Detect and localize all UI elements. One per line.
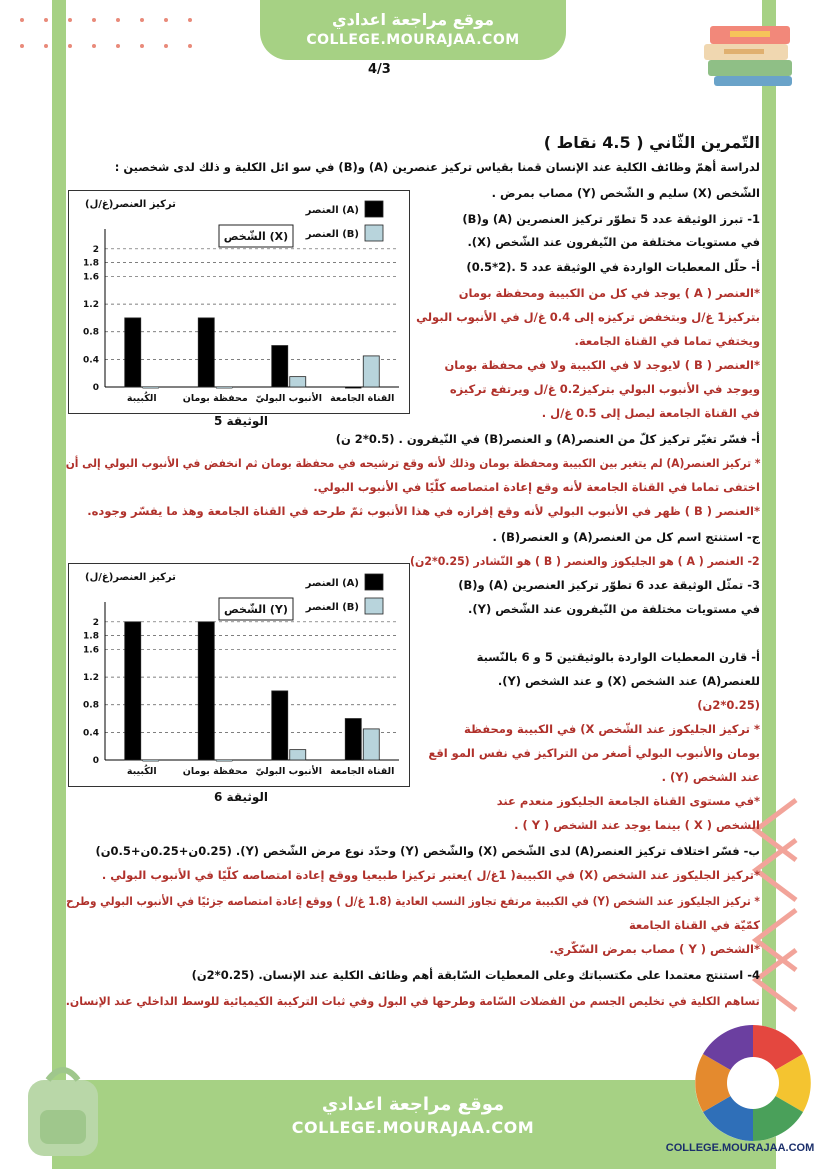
- chart-legend-label: العنصر (B): [305, 229, 359, 240]
- chart-doc6-caption: الوثيقة 6: [214, 790, 268, 804]
- decor-dot: [188, 18, 192, 22]
- chart-bar: [272, 346, 288, 387]
- page-number: 4/3: [368, 62, 391, 77]
- text-line: في مستويات مختلفة من النّيفرون عند الشّخص (Y).: [467, 602, 760, 616]
- chart-doc5: [68, 190, 410, 414]
- text-line: أ- قارن المعطيات الواردة بالوثيقتين 5 و 6 بالنّسبة: [476, 650, 760, 664]
- chart-bar: [290, 377, 306, 387]
- chart-legend-label: العنصر (A): [305, 578, 359, 589]
- text-line: (0.25*2ن): [697, 698, 760, 712]
- chart-bar: [125, 318, 141, 387]
- text-line: *العنصر ( B ) ظهر في الأنبوب البولي لأنه وقع إفرازه في هذا الأنبوب ثمّ طرحه في القناة الجامعة وهذ ما يفسّر وجوده.: [87, 504, 760, 518]
- chart-tick-label: 1.2: [83, 300, 99, 311]
- chart-tick-label: 0.8: [83, 700, 99, 711]
- decor-dot: [164, 18, 168, 22]
- chart-tick-label: 2: [92, 244, 99, 255]
- decor-dot: [44, 18, 48, 22]
- chart-category-label: القناة الجامعة: [330, 766, 395, 777]
- footer-corner-site[interactable]: COLLEGE.MOURAJAA.COM: [665, 1142, 815, 1154]
- chart-bar: [272, 691, 288, 760]
- footer-banner: [262, 1084, 564, 1154]
- chart-category-label: محفظة بومان: [182, 393, 248, 404]
- decor-dot: [68, 44, 72, 48]
- chart-legend-swatch: [365, 225, 383, 241]
- chart-bar: [198, 622, 214, 760]
- text-line: * تركيز الجليكوز عند الشّخص X) في الكبيبة ومحفظة: [464, 722, 760, 736]
- decor-dot: [116, 44, 120, 48]
- backpack-icon: [20, 1060, 106, 1160]
- text-line: *في مستوى القناة الجامعة الجليكوز منعدم عند: [496, 794, 760, 808]
- text-line: في مستويات مختلفة من النّيفرون عند الشّخص (X).: [467, 235, 760, 249]
- chart-tick-label: 0.4: [83, 728, 99, 739]
- text-line: ويوجد في الأنبوب البولي بتركيز0.2 غ/ل ويرتفع تركيزه: [449, 382, 760, 396]
- text-line: التّمرين الثّاني ( 4.5 نقاط ): [543, 133, 760, 152]
- decor-dot: [68, 18, 72, 22]
- chart-tick-label: 1.8: [83, 258, 99, 269]
- chart-doc5-caption: الوثيقة 5: [214, 414, 268, 428]
- header-site-ar: موقع مراجعة اعدادي: [331, 10, 495, 29]
- text-line: اختفى تماما في القناة الجامعة لأنه وقع إعادة امتصاصه كلّيًا في الأنبوب البولي.: [313, 480, 760, 494]
- chart-category-label: الكُبيبة: [126, 393, 157, 404]
- text-line: *الشخص ( Y ) مصاب بمرض السّكّري.: [549, 942, 760, 956]
- chart-legend-swatch: [365, 201, 383, 217]
- text-line: 2- العنصر ( A ) هو الجليكوز والعنصر ( B ) هو النّشادر (0.25*2ن): [410, 554, 760, 568]
- text-line: الشخص ( X ) بينما يوجد عند الشخص ( Y ) .: [514, 818, 760, 832]
- chart-ylabel: تركيز العنصر(غ/ل): [85, 199, 176, 210]
- chart-doc5-svg: [69, 191, 409, 413]
- chart-legend-label: العنصر (B): [305, 602, 359, 613]
- text-line: لدراسة أهمّ وظائف الكلية عند الإنسان قمنا بقياس تركيز عنصرين (A) و(B) في سو ائل الكلية و ذلك لدى شخصين :: [114, 160, 760, 174]
- books-icon: [700, 14, 800, 92]
- text-line: *تركيز الجليكوز عند الشخص (X) في الكبيبة( 1غ/ل )يعتبر تركيزا طبيعيا ووقع إعادة امتصاصه كلّيًا في الأنبوب البولي .: [101, 868, 760, 882]
- chart-doc6-svg: [69, 564, 409, 786]
- chart-category-label: الأنبوب البوليّ: [255, 766, 322, 777]
- chart-bar: [125, 622, 141, 760]
- chart-bar: [216, 760, 232, 761]
- decor-dot: [188, 44, 192, 48]
- chart-tick-label: 1.6: [83, 645, 99, 656]
- decor-dot: [20, 44, 24, 48]
- decor-dot: [140, 18, 144, 22]
- text-line: الشّخص (X) سليم و الشّخص (Y) مصاب بمرض .: [491, 186, 760, 200]
- text-line: للعنصر(A) عند الشخص (X) و عند الشخص (Y).: [497, 674, 760, 688]
- chart-bar: [143, 387, 159, 388]
- text-line: بومان والأنبوب البولي أصغر من التراكيز في نفس المو اقع: [428, 746, 760, 760]
- footer-site-en[interactable]: COLLEGE.MOURAJAA.COM: [291, 1118, 535, 1137]
- chart-title: الشّخص (Y): [224, 603, 288, 616]
- decor-dot: [116, 18, 120, 22]
- text-line: *العنصر ( B ) لايوجد لا في الكبيبة ولا في محفظة بومان: [444, 358, 760, 372]
- chart-bar: [345, 387, 361, 388]
- chart-tick-label: 1.8: [83, 631, 99, 642]
- chart-legend-swatch: [365, 574, 383, 590]
- chart-legend-label: العنصر (A): [305, 205, 359, 216]
- decor-dot: [20, 18, 24, 22]
- text-line: كمّيّة في القناة الجامعة: [628, 918, 760, 932]
- chart-tick-label: 0.8: [83, 327, 99, 338]
- text-line: 3- تمثّل الوثيقة عدد 6 تطوّر تركيز العنصرين (A) و(B): [458, 578, 760, 592]
- text-line: في القناة الجامعة ليصل إلى 0.5 غ/ل .: [541, 406, 760, 420]
- header-banner: [260, 0, 566, 60]
- chart-category-label: محفظة بومان: [182, 766, 248, 777]
- chart-bar: [345, 719, 361, 760]
- text-line: 1- تبرز الوثيقة عدد 5 تطوّر تركيز العنصرين (A) و(B): [462, 212, 760, 226]
- text-line: * تركيز الجليكوز عند الشخص (Y) في الكبيبة مرتفع تجاوز النسب العادية (1.8 غ/ل ) ووقع إعادة امتصاصه جزئيًا في الأنبوب البولي وطرح: [66, 894, 760, 908]
- text-line: ب- فسّر اختلاف تركيز العنصر(A) لدى الشّخص (X) والشّخص (Y) وحدّد نوع مرض الشّخص (Y). (0.25ن+0.25ن+0.5ن): [95, 844, 760, 858]
- decor-dot: [164, 44, 168, 48]
- text-line: تساهم الكلية في تخليص الجسم من الفضلات السّامة وطرحها في البول وفي ثبات التركيبة الكيميائية للوسط الداخلي عند الإنسان.: [66, 994, 760, 1008]
- text-line: عند الشخص (Y) .: [661, 770, 760, 784]
- text-line: * تركيز العنصر(A) لم يتغير بين الكبيبة ومحفظة بومان وذلك لأنه وقع ترشيحه في محفظة بومان ثم انخفض في الأنبوب البولي إلى أن: [65, 456, 760, 470]
- chart-bar: [363, 729, 379, 760]
- decor-dots: [20, 18, 210, 58]
- footer-site-ar: موقع مراجعة اعدادي: [321, 1094, 505, 1115]
- chart-tick-label: 1.6: [83, 272, 99, 283]
- chart-category-label: القناة الجامعة: [330, 393, 395, 404]
- chart-category-label: الأنبوب البوليّ: [255, 393, 322, 404]
- text-line: ويختفي تماما في القناة الجامعة.: [574, 334, 760, 348]
- chart-title: الشّخص (X): [223, 230, 289, 243]
- chart-category-label: الكُبيبة: [126, 766, 157, 777]
- chart-tick-label: 2: [92, 617, 99, 628]
- chart-tick-label: 0: [92, 383, 99, 393]
- education-logo-icon: [692, 1022, 814, 1144]
- chart-tick-label: 0.4: [83, 355, 99, 366]
- text-line: أ- فسّر تغيّر تركيز كلّ من العنصر(A) و العنصر(B) في النّيفرون . (0.5*2 ن): [335, 432, 760, 446]
- chart-ylabel: تركيز العنصر(غ/ل): [85, 572, 176, 583]
- chart-bar: [143, 760, 159, 761]
- chart-bar: [363, 356, 379, 387]
- chart-bar: [290, 750, 306, 760]
- text-line: *العنصر ( A ) يوجد في كل من الكبيبة ومحفظة بومان: [458, 286, 760, 300]
- decor-dot: [44, 44, 48, 48]
- chart-tick-label: 0: [92, 756, 99, 766]
- text-line: ج- استنتج اسم كل من العنصر(A) و العنصر(B) .: [492, 530, 760, 544]
- decor-dot: [92, 44, 96, 48]
- chart-legend-swatch: [365, 598, 383, 614]
- chart-bar: [216, 387, 232, 388]
- chart-doc6: [68, 563, 410, 787]
- chart-bar: [198, 318, 214, 387]
- header-site-en[interactable]: COLLEGE.MOURAJAA.COM: [306, 32, 520, 48]
- text-line: 4- استنتج معتمدا على مكتسباتك وعلى المعطيات السّابقة أهم وظائف الكلية عند الإنسان. (0.25*2ن): [191, 968, 760, 982]
- decor-dot: [140, 44, 144, 48]
- text-line: بتركيز1 غ/ل وبتخفض تركيزه إلى 0.4 غ/ل في الأنبوب البولي: [416, 310, 760, 324]
- text-line: أ- حلّل المعطيات الواردة في الوثيقة عدد 5 .(2*0.5): [466, 260, 760, 274]
- decor-dot: [92, 18, 96, 22]
- chart-tick-label: 1.2: [83, 673, 99, 684]
